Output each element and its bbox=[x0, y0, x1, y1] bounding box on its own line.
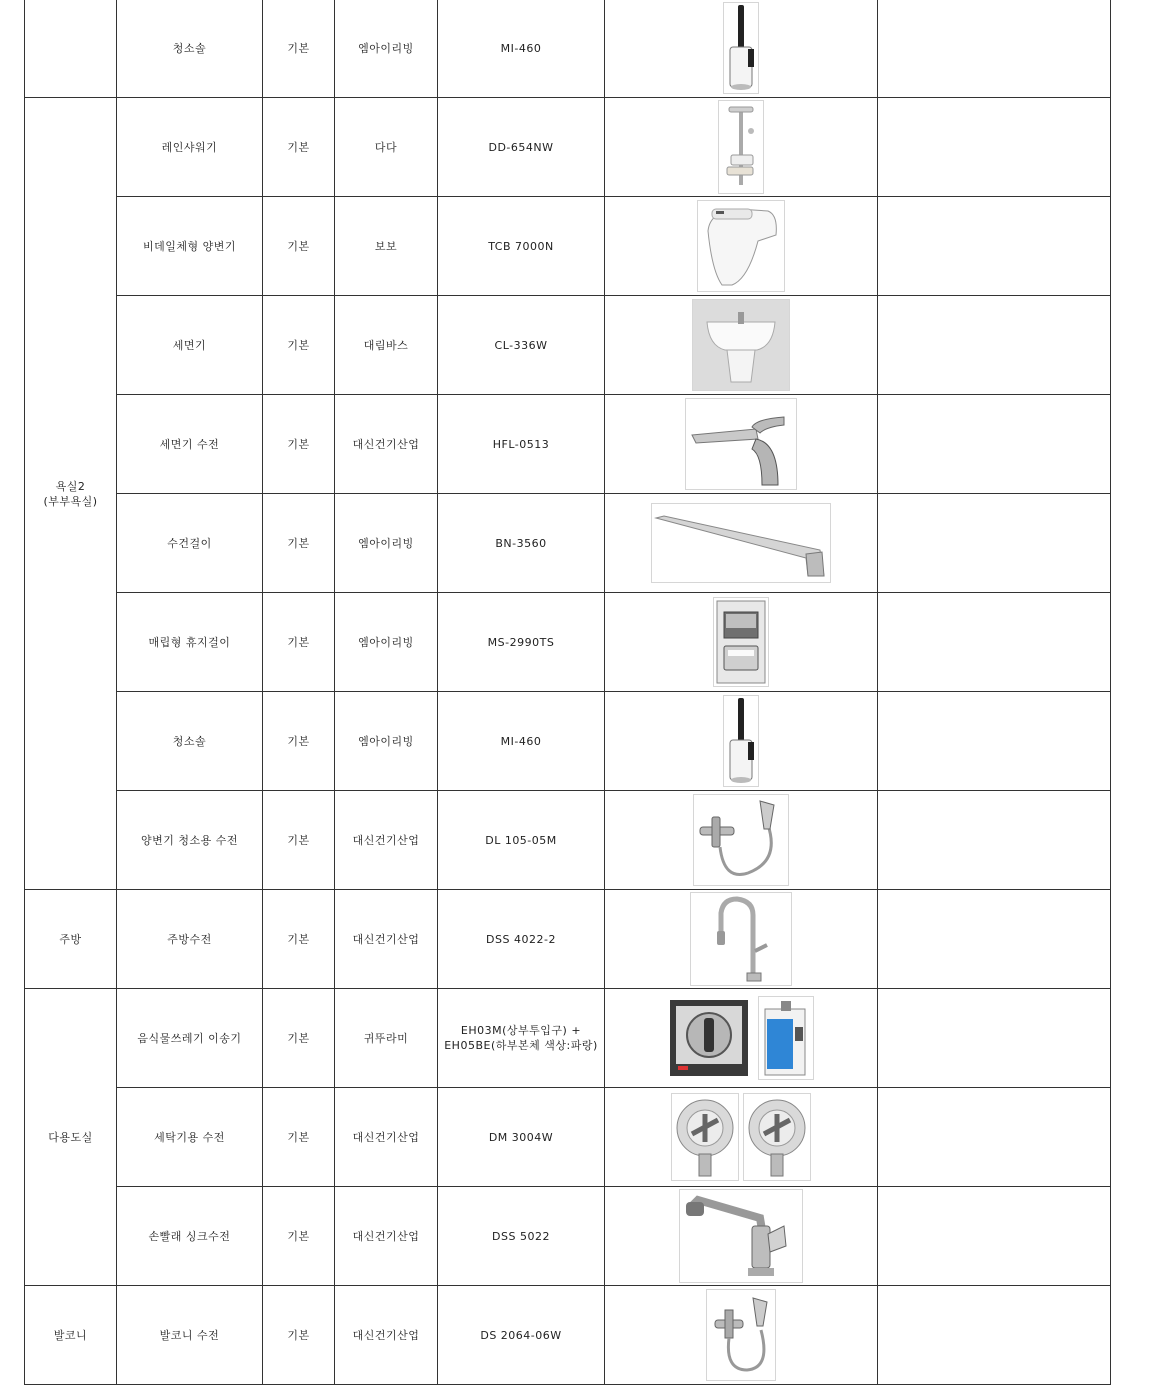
image-cell bbox=[605, 989, 878, 1088]
note-cell bbox=[878, 296, 1111, 395]
model-cell: DSS 5022 bbox=[438, 1187, 605, 1286]
towel-bar-icon bbox=[651, 503, 831, 583]
item-cell: 음식물쓰레기 이송기 bbox=[117, 989, 263, 1088]
room-cell: 발코니 bbox=[25, 1286, 117, 1385]
brand-cell: 대신건기산업 bbox=[335, 791, 438, 890]
image-cell bbox=[605, 395, 878, 494]
table-row bbox=[25, 1088, 1111, 1187]
image-cell bbox=[605, 1286, 878, 1385]
model-cell: MS-2990TS bbox=[438, 593, 605, 692]
table-row bbox=[25, 1286, 1111, 1385]
note-cell bbox=[878, 98, 1111, 197]
model-cell: HFL-0513 bbox=[438, 395, 605, 494]
balcony-faucet-icon bbox=[706, 1289, 776, 1381]
hand-sprayer-icon bbox=[693, 794, 789, 886]
grade-cell: 기본 bbox=[263, 890, 335, 989]
item-cell: 매립형 휴지걸이 bbox=[117, 593, 263, 692]
grade-cell: 기본 bbox=[263, 1088, 335, 1187]
grade-cell: 기본 bbox=[263, 692, 335, 791]
item-cell: 청소솔 bbox=[117, 0, 263, 98]
bidet-toilet-icon bbox=[697, 200, 785, 292]
model-cell: DM 3004W bbox=[438, 1088, 605, 1187]
note-cell bbox=[878, 989, 1111, 1088]
image-cell bbox=[605, 197, 878, 296]
washer-valve-icon bbox=[743, 1093, 811, 1181]
grade-cell: 기본 bbox=[263, 98, 335, 197]
grade-cell: 기본 bbox=[263, 1286, 335, 1385]
brand-cell: 대신건기산업 bbox=[335, 890, 438, 989]
table-row bbox=[25, 989, 1111, 1088]
toilet-brush-icon bbox=[723, 695, 759, 787]
brand-cell: 대신건기산업 bbox=[335, 1187, 438, 1286]
brand-cell: 대신건기산업 bbox=[335, 1286, 438, 1385]
brand-cell: 다다 bbox=[335, 98, 438, 197]
grade-cell: 기본 bbox=[263, 593, 335, 692]
image-cell bbox=[605, 494, 878, 593]
note-cell bbox=[878, 890, 1111, 989]
table-row bbox=[25, 395, 1111, 494]
washbasin-icon bbox=[692, 299, 790, 391]
item-cell: 청소솔 bbox=[117, 692, 263, 791]
image-cell bbox=[605, 692, 878, 791]
model-cell: DSS 4022-2 bbox=[438, 890, 605, 989]
brand-cell: 귀뚜라미 bbox=[335, 989, 438, 1088]
note-cell bbox=[878, 593, 1111, 692]
washer-valve-icon bbox=[671, 1093, 739, 1181]
pullout-sink-faucet-icon bbox=[679, 1189, 803, 1283]
table-row bbox=[25, 296, 1111, 395]
toilet-brush-icon bbox=[723, 2, 759, 94]
image-cell bbox=[605, 890, 878, 989]
room-cell bbox=[25, 0, 117, 98]
table-row bbox=[25, 692, 1111, 791]
item-cell: 발코니 수전 bbox=[117, 1286, 263, 1385]
spec-table bbox=[24, 0, 1111, 1385]
image-cell bbox=[605, 593, 878, 692]
brand-cell: 보보 bbox=[335, 197, 438, 296]
disposer-inlet-icon bbox=[668, 998, 750, 1078]
table-row bbox=[25, 791, 1111, 890]
rain-shower-icon bbox=[718, 100, 764, 194]
basin-faucet-icon bbox=[685, 398, 797, 490]
grade-cell: 기본 bbox=[263, 296, 335, 395]
item-cell: 양변기 청소용 수전 bbox=[117, 791, 263, 890]
room-cell: 욕실2 (부부욕실) bbox=[25, 98, 117, 890]
item-cell: 세면기 수전 bbox=[117, 395, 263, 494]
table-row bbox=[25, 890, 1111, 989]
table-row bbox=[25, 197, 1111, 296]
grade-cell: 기본 bbox=[263, 494, 335, 593]
grade-cell: 기본 bbox=[263, 197, 335, 296]
item-cell: 주방수전 bbox=[117, 890, 263, 989]
image-cell bbox=[605, 0, 878, 98]
image-cell bbox=[605, 98, 878, 197]
table-row bbox=[25, 494, 1111, 593]
table-row bbox=[25, 98, 1111, 197]
note-cell bbox=[878, 197, 1111, 296]
item-cell: 세탁기용 수전 bbox=[117, 1088, 263, 1187]
grade-cell: 기본 bbox=[263, 395, 335, 494]
item-cell: 비데일체형 양변기 bbox=[117, 197, 263, 296]
table-row bbox=[25, 593, 1111, 692]
brand-cell: 엠아이리빙 bbox=[335, 494, 438, 593]
image-cell bbox=[605, 791, 878, 890]
model-cell: MI-460 bbox=[438, 0, 605, 98]
note-cell bbox=[878, 791, 1111, 890]
grade-cell: 기본 bbox=[263, 1187, 335, 1286]
kitchen-faucet-icon bbox=[690, 892, 792, 986]
model-cell: TCB 7000N bbox=[438, 197, 605, 296]
image-cell bbox=[605, 296, 878, 395]
model-cell: EH03M(상부투입구) + EH05BE(하부본체 색상:파랑) bbox=[438, 989, 605, 1088]
table-row bbox=[25, 0, 1111, 98]
item-cell: 손빨래 싱크수전 bbox=[117, 1187, 263, 1286]
model-cell: BN-3560 bbox=[438, 494, 605, 593]
brand-cell: 대신건기산업 bbox=[335, 1088, 438, 1187]
model-cell: CL-336W bbox=[438, 296, 605, 395]
grade-cell: 기본 bbox=[263, 989, 335, 1088]
model-cell: DS 2064-06W bbox=[438, 1286, 605, 1385]
grade-cell: 기본 bbox=[263, 791, 335, 890]
brand-cell: 엠아이리빙 bbox=[335, 0, 438, 98]
note-cell bbox=[878, 1286, 1111, 1385]
note-cell bbox=[878, 692, 1111, 791]
image-cell bbox=[605, 1088, 878, 1187]
note-cell bbox=[878, 494, 1111, 593]
brand-cell: 대신건기산업 bbox=[335, 395, 438, 494]
table-row bbox=[25, 1187, 1111, 1286]
item-cell: 레인샤워기 bbox=[117, 98, 263, 197]
note-cell bbox=[878, 1187, 1111, 1286]
model-cell: DL 105-05M bbox=[438, 791, 605, 890]
grade-cell: 기본 bbox=[263, 0, 335, 98]
room-cell: 다용도실 bbox=[25, 989, 117, 1286]
disposer-unit-icon bbox=[758, 996, 814, 1080]
item-cell: 수건걸이 bbox=[117, 494, 263, 593]
image-cell bbox=[605, 1187, 878, 1286]
note-cell bbox=[878, 1088, 1111, 1187]
brand-cell: 엠아이리빙 bbox=[335, 593, 438, 692]
brand-cell: 대림바스 bbox=[335, 296, 438, 395]
room-cell: 주방 bbox=[25, 890, 117, 989]
model-cell: DD-654NW bbox=[438, 98, 605, 197]
recessed-paper-holder-icon bbox=[713, 597, 769, 687]
note-cell bbox=[878, 395, 1111, 494]
model-cell: MI-460 bbox=[438, 692, 605, 791]
note-cell bbox=[878, 0, 1111, 98]
brand-cell: 엠아이리빙 bbox=[335, 692, 438, 791]
item-cell: 세면기 bbox=[117, 296, 263, 395]
